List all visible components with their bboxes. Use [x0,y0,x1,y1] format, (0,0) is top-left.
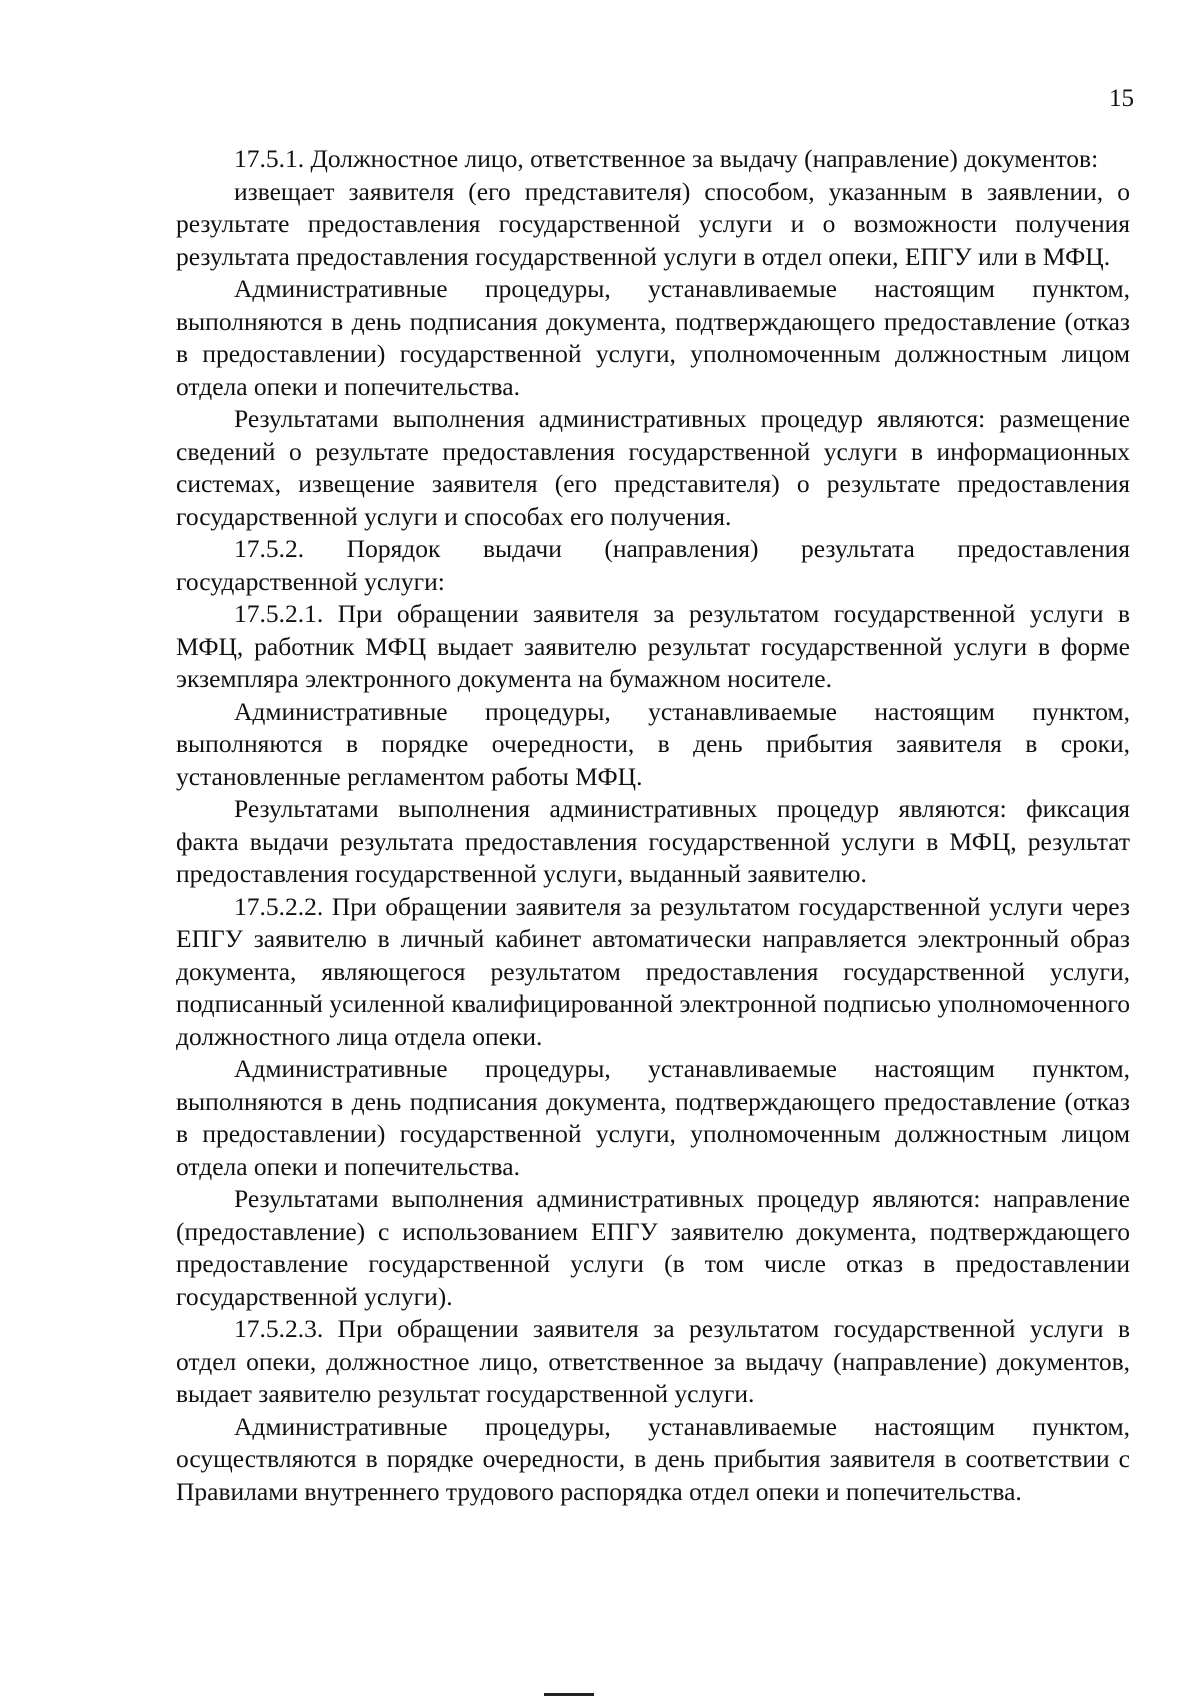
paragraph-admin-procedures-2: Административные процедуры, устанавливаемые настоящим пунктом, выполняются в порядке очередности, в день прибытия заявителя в сроки, установленные регламентом работы МФЦ. [176,696,1130,791]
paragraph-admin-procedures-3: Административные процедуры, устанавливаемые настоящим пунктом, выполняются в день подписания документа, подтверждающего предоставление (отказ в предоставлении) государственной услуги, уполномоченным должностным лицом отдела опеки и попечительства. [176,1054,1130,1181]
document-body [176,143,1130,1508]
paragraph-17-5-2-2: 17.5.2.2. При обращении заявителя за результатом государственной услуги через ЕПГУ заявителю в личный кабинет автоматически направляется электронный образ документа, являющегося результатом предоставления государственной услуги, подписанный усиленной квалифицированной электронной подписью уполномоченного должностного лица отдела опеки. [176,891,1130,1051]
paragraph-admin-procedures-1: Административные процедуры, устанавливаемые настоящим пунктом, выполняются в день подписания документа, подтверждающего предоставление (отказ в предоставлении) государственной услуги, уполномоченным должностным лицом отдела опеки и попечительства. [176,274,1130,401]
paragraph-17-5-2-3: 17.5.2.3. При обращении заявителя за результатом государственной услуги в отдел опеки, должностное лицо, ответственное за выдачу (направление) документов, выдает заявителю результат государственной услуги. [176,1314,1130,1408]
paragraph-results-2: Результатами выполнения административных процедур являются: фиксация факта выдачи результата предоставления государственной услуги в МФЦ, результат предоставления государственной услуги, выданный заявителю. [176,794,1130,888]
paragraph-17-5-1: 17.5.1. Должностное лицо, ответственное за выдачу (направление) документов: [234,144,1099,173]
paragraph-admin-procedures-4: Административные процедуры, устанавливаемые настоящим пунктом, осуществляются в порядке очередности, в день прибытия заявителя в соответствии с Правилами внутреннего трудового распорядка отдел опеки и попечительства. [176,1411,1130,1506]
paragraph-17-5-2: 17.5.2. Порядок выдачи (направления) результата предоставления государственной услуги: [176,534,1130,596]
paragraph-results-1: Результатами выполнения административных процедур являются: размещение сведений о результате предоставления государственной услуги в информационных системах, извещение заявителя (его представителя) о результате предоставления государственной услуги и способах его получения. [176,404,1130,531]
paragraph-results-3: Результатами выполнения административных процедур являются: направление (предоставление) с использованием ЕПГУ заявителю документа, подтверждающего предоставление государственной услуги (в том числе отказ в предоставлении государственной услуги). [176,1184,1130,1311]
paragraph-17-5-2-1: 17.5.2.1. При обращении заявителя за результатом государственной услуги в МФЦ, работник МФЦ выдает заявителю результат государственной услуги в форме экземпляра электронного документа на бумажном носителе. [176,599,1130,693]
bottom-divider-mark [544,1693,594,1696]
page-number: 15 [1109,85,1134,112]
paragraph-notify-applicant: извещает заявителя (его представителя) способом, указанным в заявлении, о результате предоставления государственной услуги и о возможности получения результата предоставления государственной услуги в отдел опеки, ЕПГУ или в МФЦ. [176,176,1130,271]
